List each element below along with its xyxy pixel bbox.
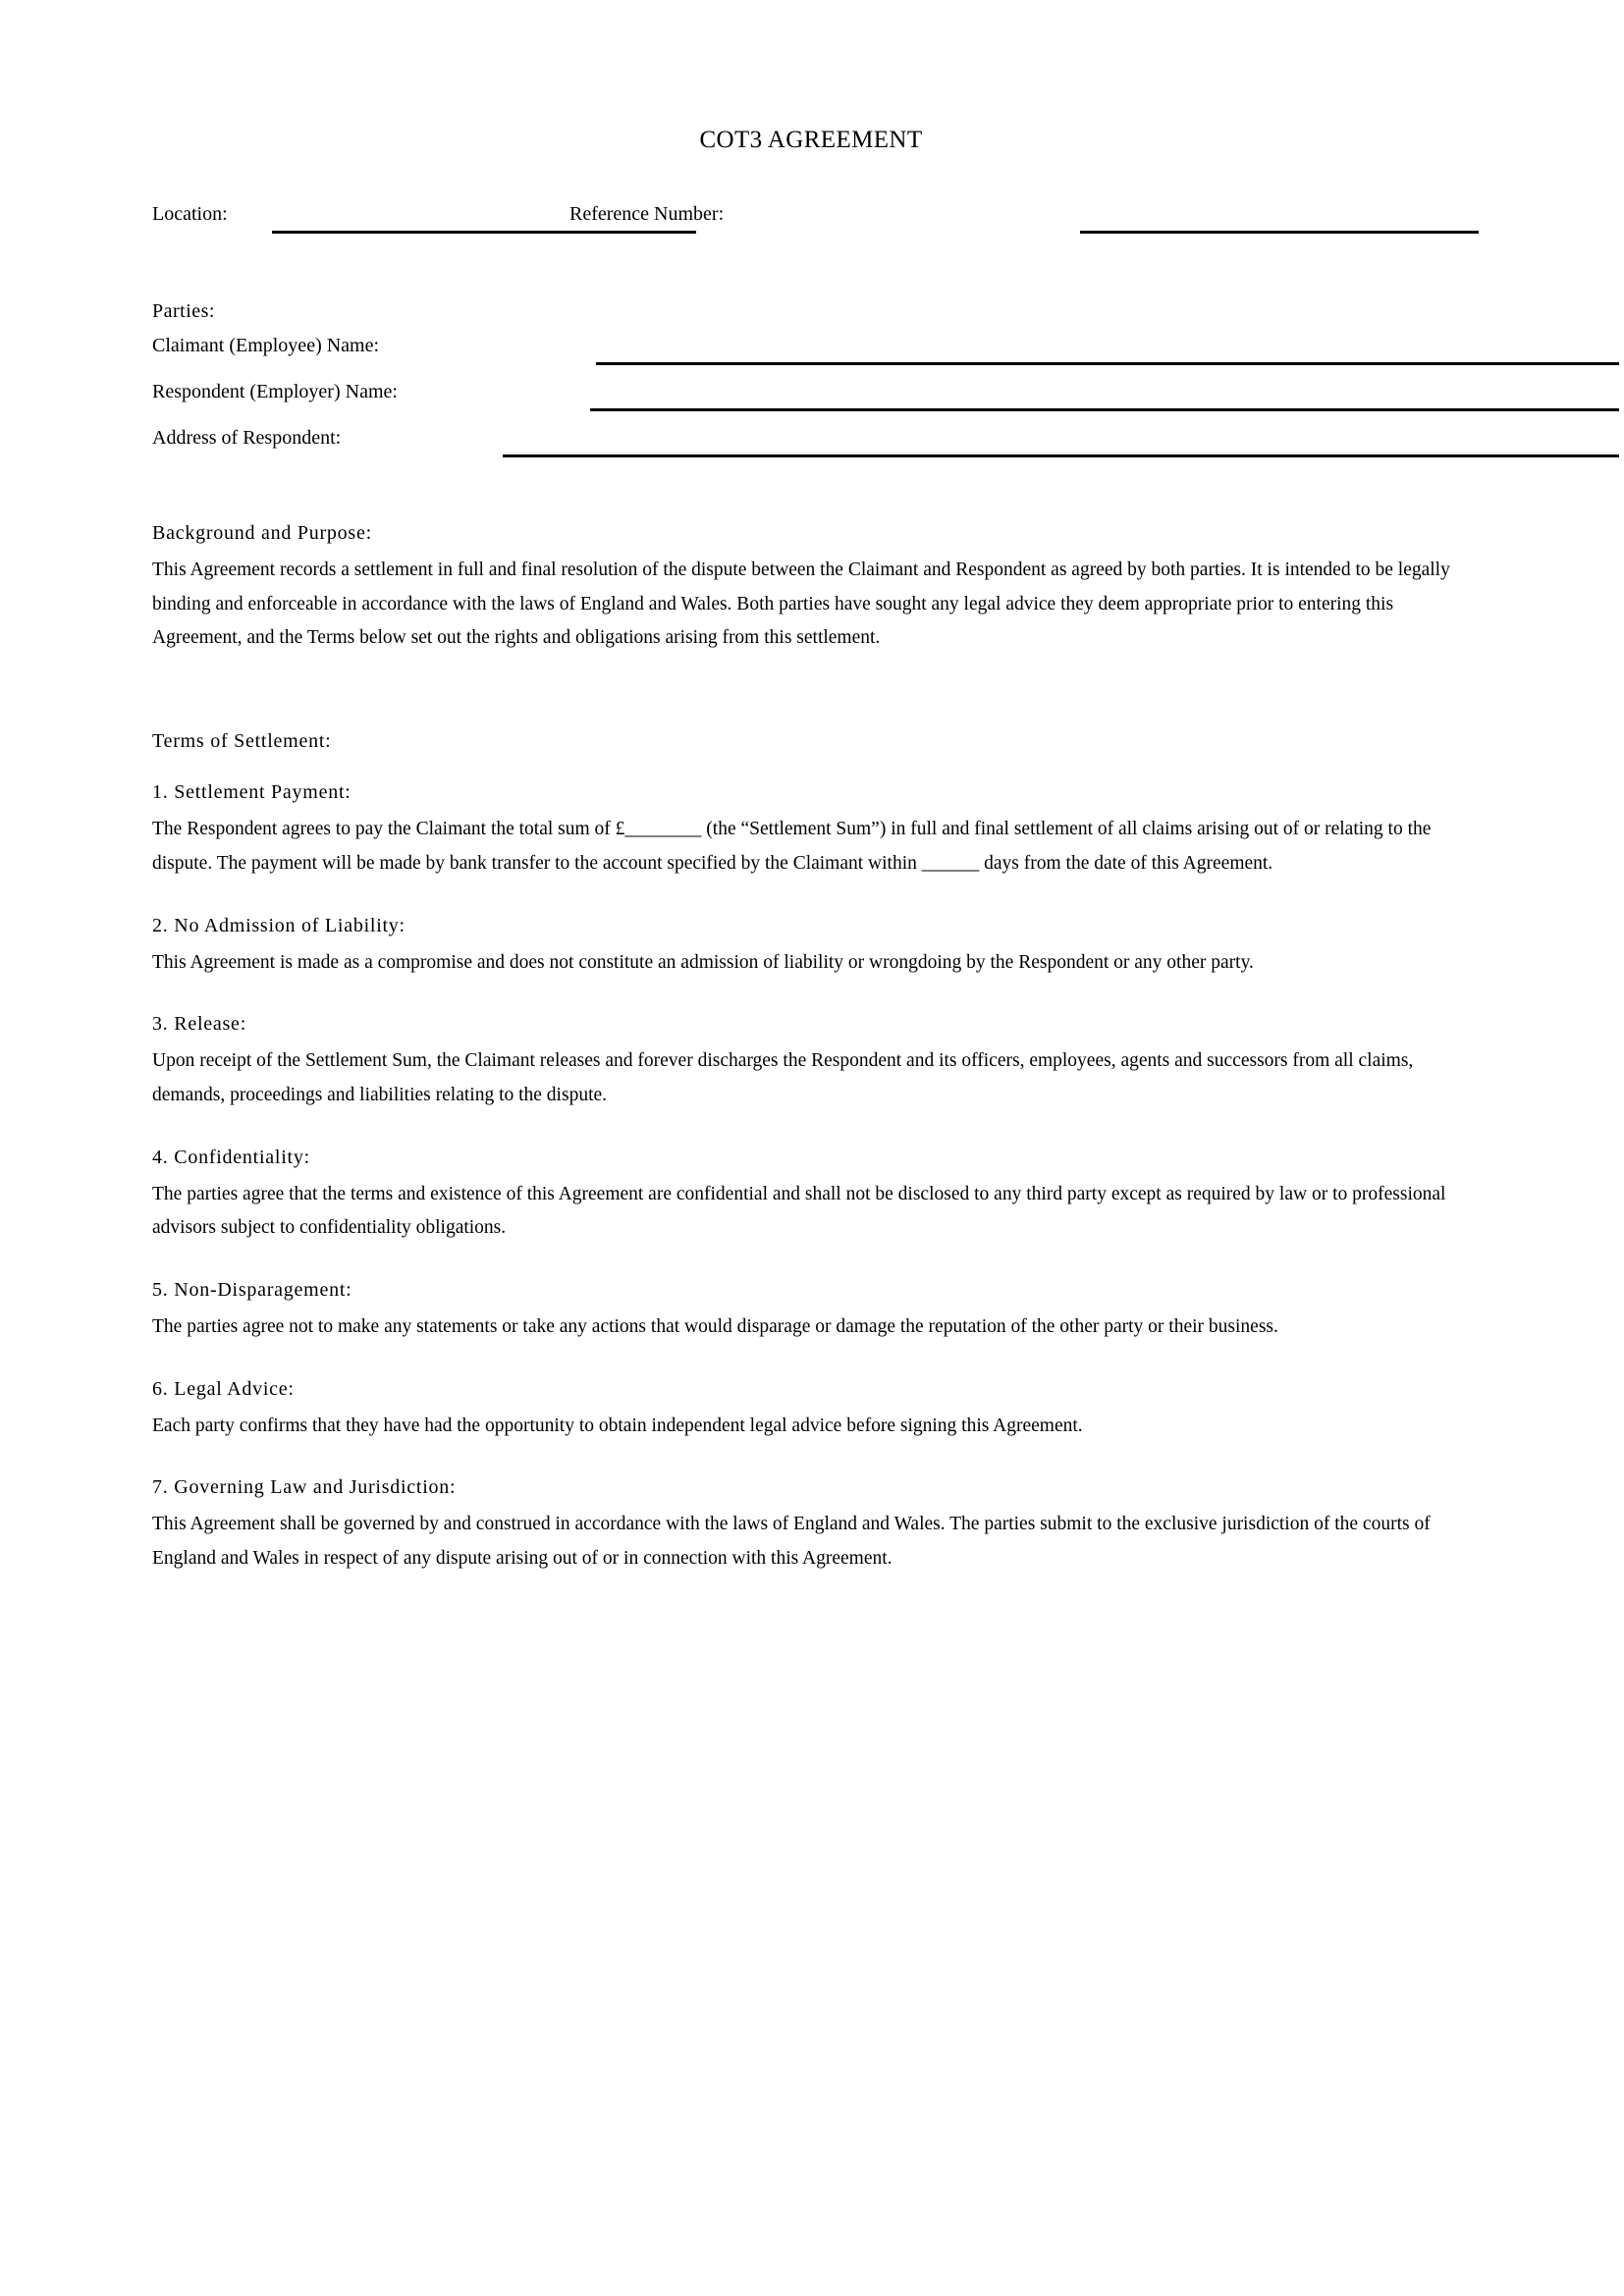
clause-3-release [152,1009,1470,1112]
respondent-name-row [152,379,1470,425]
respondent-address-input-line[interactable] [503,454,1619,457]
spacer [152,881,1470,911]
clause-4-heading: 4. Confidentiality: [152,1146,310,1168]
terms-of-settlement-heading: Terms of Settlement: [152,730,332,753]
clause-6-heading: 6. Legal Advice: [152,1377,295,1400]
reference-number-input-line[interactable] [1080,231,1479,234]
respondent-name-label: Respondent (Employer) Name: [152,381,398,402]
clause-5-heading: 5. Non-Disparagement: [152,1279,352,1302]
terms-of-settlement-section [152,726,1470,1576]
clause-2-no-admission-of-liability [152,911,1470,981]
background-and-purpose-heading: Background and Purpose: [152,522,372,544]
clause-7-governing-law-and-jurisdiction [152,1472,1470,1575]
clause-1-heading: 1. Settlement Payment: [152,781,352,804]
clause-1-text: The Respondent agrees to pay the Claimant the total sum of £________ (the “Settlement Sum”) in full and final settlement of all claims arising out of or relating to the dispute. The payment will be made by bank transfer to the account specified by the Claimant within ______ days from the date of this Agreement. [152,819,1432,874]
clause-4-confidentiality [152,1143,1470,1246]
clause-6-legal-advice [152,1374,1470,1444]
reference-number-label: Reference Number: [569,203,725,225]
background-and-purpose-section [152,518,1470,656]
respondent-name-input-line[interactable] [590,408,1619,411]
claimant-name-label: Claimant (Employee) Name: [152,335,380,356]
claimant-name-row [152,333,1470,379]
spacer [152,762,1470,777]
spacer [152,471,1470,518]
spacer [152,1246,1470,1275]
clause-3-heading: 3. Release: [152,1013,246,1036]
clause-5-text: The parties agree not to make any statements or take any actions that would disparage or damage the reputation of the other party or their business. [152,1316,1278,1338]
location-label: Location: [152,203,228,225]
parties-heading: Parties: [152,300,215,322]
spacer [152,656,1470,726]
location-input-line[interactable] [272,231,696,234]
respondent-address-label: Address of Respondent: [152,427,342,449]
claimant-name-input-line[interactable] [596,362,1619,365]
respondent-address-row [152,425,1470,471]
clause-7-heading: 7. Governing Law and Jurisdiction: [152,1476,457,1499]
parties-section [152,296,1470,471]
clause-4-text: The parties agree that the terms and existence of this Agreement are confidential and shall not be disclosed to any third party except as required by law or to professional advisors subject to confidentiality obligations. [152,1183,1446,1239]
clause-2-heading: 2. No Admission of Liability: [152,914,406,936]
clause-2-text: This Agreement is made as a compromise and does not constitute an admission of liability or wrongdoing by the Respondent or any other party. [152,951,1254,973]
background-and-purpose-text: This Agreement records a settlement in full and final resolution of the dispute between the Claimant and Respondent as agreed by both parties. It is intended to be legally binding and enforceable in accordance with the laws of England and Wales. Both parties have sought any legal advice they deem appropriate prior to entering this Agreement, and the Terms below set out the rights and obligations arising from this settlement. [152,560,1450,649]
page-title: COT3 AGREEMENT [699,127,923,153]
document-content [152,0,1470,1576]
header-fields-row [152,204,1470,261]
spacer [152,1443,1470,1472]
clause-3-text: Upon receipt of the Settlement Sum, the Claimant releases and forever discharges the Respondent and its officers, employees, agents and successors from all claims, demands, proceedings and liabilities relating to the dispute. [152,1050,1414,1105]
clause-7-text: This Agreement shall be governed by and construed in accordance with the laws of England and Wales. The parties submit to the exclusive jurisdiction of the courts of England and Wales in respect of any dispute arising out of or in connection with this Agreement. [152,1514,1431,1570]
spacer [152,1345,1470,1374]
spacer [152,1113,1470,1143]
clause-6-text: Each party confirms that they have had the opportunity to obtain independent legal advice before signing this Agreement. [152,1415,1083,1436]
clause-5-non-disparagement [152,1275,1470,1345]
clause-1-settlement-payment [152,777,1470,881]
spacer [152,980,1470,1009]
